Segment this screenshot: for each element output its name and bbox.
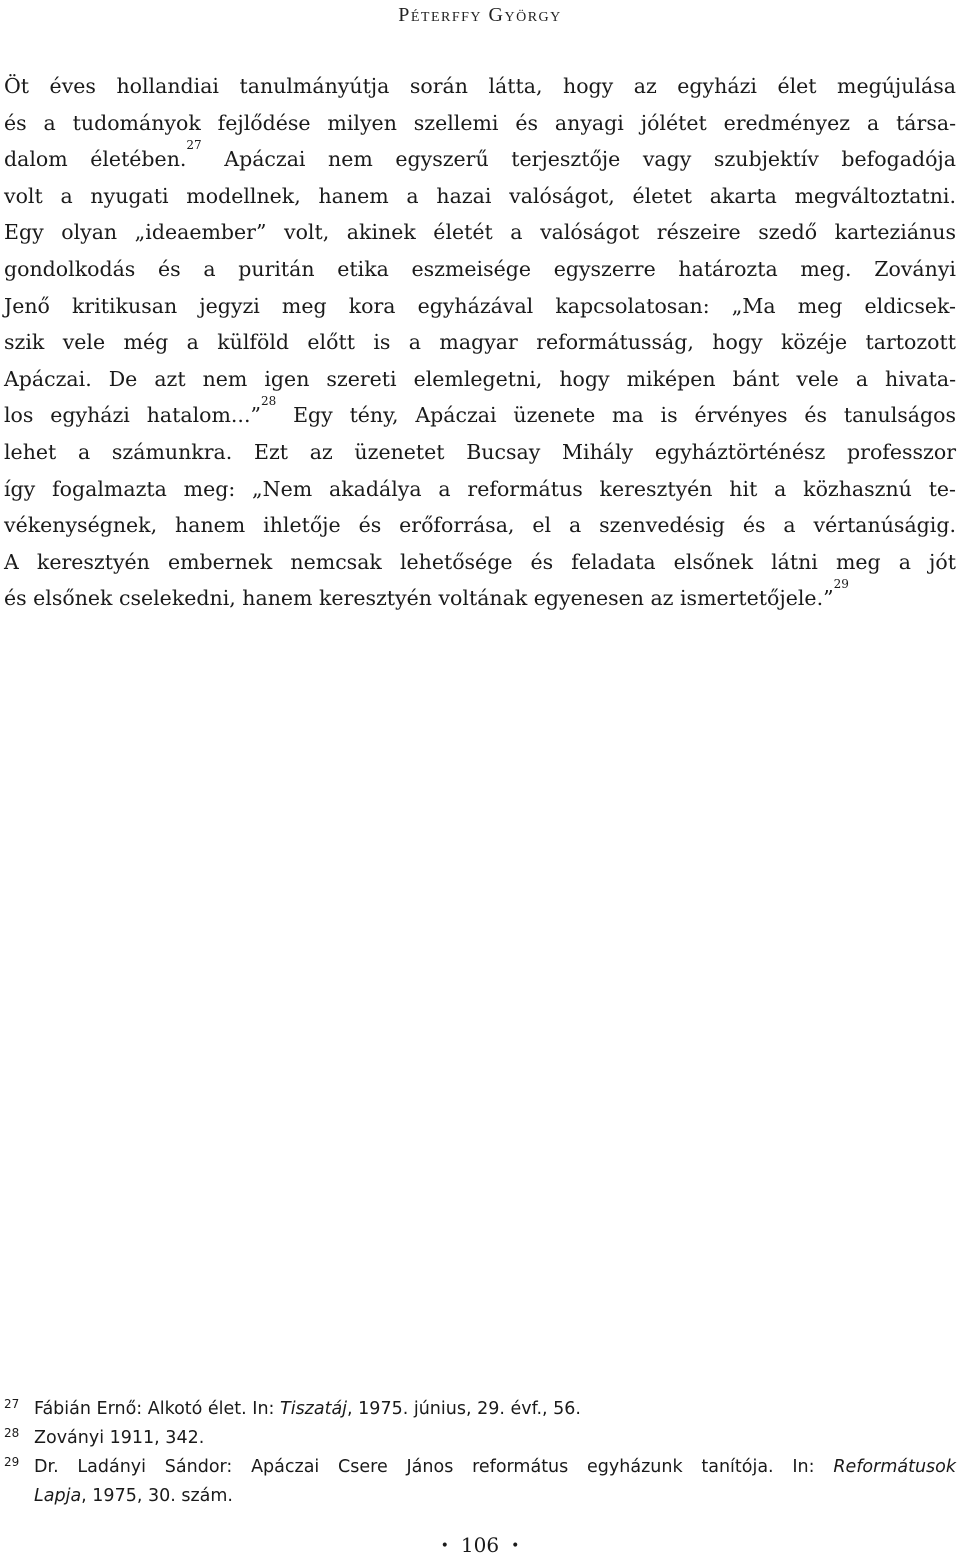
bullet-left-icon: • xyxy=(440,1538,449,1554)
bullet-right-icon: • xyxy=(511,1538,520,1554)
body-line: Jenő kritikusan jegyzi meg kora egyházával kapcsolatosan: „Ma meg eldicsek- xyxy=(4,293,956,318)
body-text-segment: Apáczai nem egyszerű terjesztője vagy szubjektív befogadója xyxy=(201,147,956,172)
body-text-segment: dalom életében. xyxy=(4,147,187,172)
footnote-text-segment: Dr. Ladányi Sándor: Apáczai Csere János református egyházunk tanítója. In: xyxy=(34,1457,834,1477)
body-line xyxy=(4,394,956,434)
body-line: A keresztyén embernek nemcsak lehetősége és feladata elsőnek látni meg a jót xyxy=(4,549,956,574)
page-number: 106 xyxy=(460,1533,500,1557)
footnote-text xyxy=(34,1453,956,1482)
footnote-text xyxy=(34,1482,956,1511)
footnote-ref-27[interactable]: 27 xyxy=(186,138,202,153)
footnote-29 xyxy=(4,1453,956,1511)
body-line: Öt éves hollandiai tanulmányútja során látta, hogy az egyházi élet megújulása xyxy=(4,74,956,98)
footnote-ref-29[interactable]: 29 xyxy=(833,577,849,592)
footnote-text xyxy=(34,1395,956,1424)
footnote-italic-title: Tiszatáj xyxy=(280,1399,348,1419)
footnote-number: 28 xyxy=(4,1426,20,1440)
footnote-28 xyxy=(4,1424,956,1453)
footnote-italic-title: Reformátusok xyxy=(833,1457,956,1477)
body-line: lehet a számunkra. Ezt az üzenetet Bucsay Mihály egyháztörténész professzor xyxy=(4,439,956,464)
body-line: és a tudományok fejlődése milyen szellemi és anyagi jólétet eredményez a társa- xyxy=(4,110,956,135)
footnotes xyxy=(4,1395,956,1511)
body-line xyxy=(4,577,956,617)
body-line: gondolkodás és a puritán etika eszmeisége egyszerre határozta meg. Zoványi xyxy=(4,256,956,281)
body-text-segment: Egy tény, Apáczai üzenete ma is érvényes és tanulságos xyxy=(276,403,956,428)
footnote-text-segment: , 1975, 30. szám. xyxy=(81,1486,233,1506)
page-footer xyxy=(0,1533,960,1560)
footnote-text-segment: Fábián Ernő: Alkotó élet. In: xyxy=(34,1399,281,1419)
body-line: Egy olyan „ideaember” volt, akinek életét a valóságot részeire szedő karteziánus xyxy=(4,220,956,245)
body-line: Apáczai. De azt nem igen szereti elemlegetni, hogy miképen bánt vele a hivata- xyxy=(4,366,956,391)
footnote-27 xyxy=(4,1395,956,1424)
body-line: szik vele még a külföld előtt is a magyar reformátusság, hogy közéje tartozott xyxy=(4,330,956,355)
body-line: így fogalmazta meg: „Nem akadálya a református keresztyén hit a közhasznú te- xyxy=(4,476,956,501)
footnote-number: 29 xyxy=(4,1455,20,1469)
body-text-segment: és elsőnek cselekedni, hanem keresztyén voltának egyenesen az ismertetőjele.” xyxy=(4,586,834,611)
body-line: volt a nyugati modellnek, hanem a hazai valóságot, életet akarta megváltoztatni. xyxy=(4,183,956,208)
footnote-ref-28[interactable]: 28 xyxy=(260,394,277,409)
body-text-segment: los egyházi hatalom...” xyxy=(4,403,261,428)
footnote-italic-title: Lapja xyxy=(34,1486,82,1506)
running-head: Péterffy György xyxy=(398,4,562,26)
body-line xyxy=(4,138,956,178)
footnote-text: Zoványi 1911, 342. xyxy=(34,1428,205,1448)
body-line: vékenységnek, hanem ihletője és erőforrása, el a szenvedésig és a vértanúságig. xyxy=(4,513,956,538)
body-paragraph xyxy=(4,68,956,617)
footnote-text-segment: , 1975. június, 29. évf., 56. xyxy=(347,1399,581,1419)
footnote-number: 27 xyxy=(4,1397,20,1411)
